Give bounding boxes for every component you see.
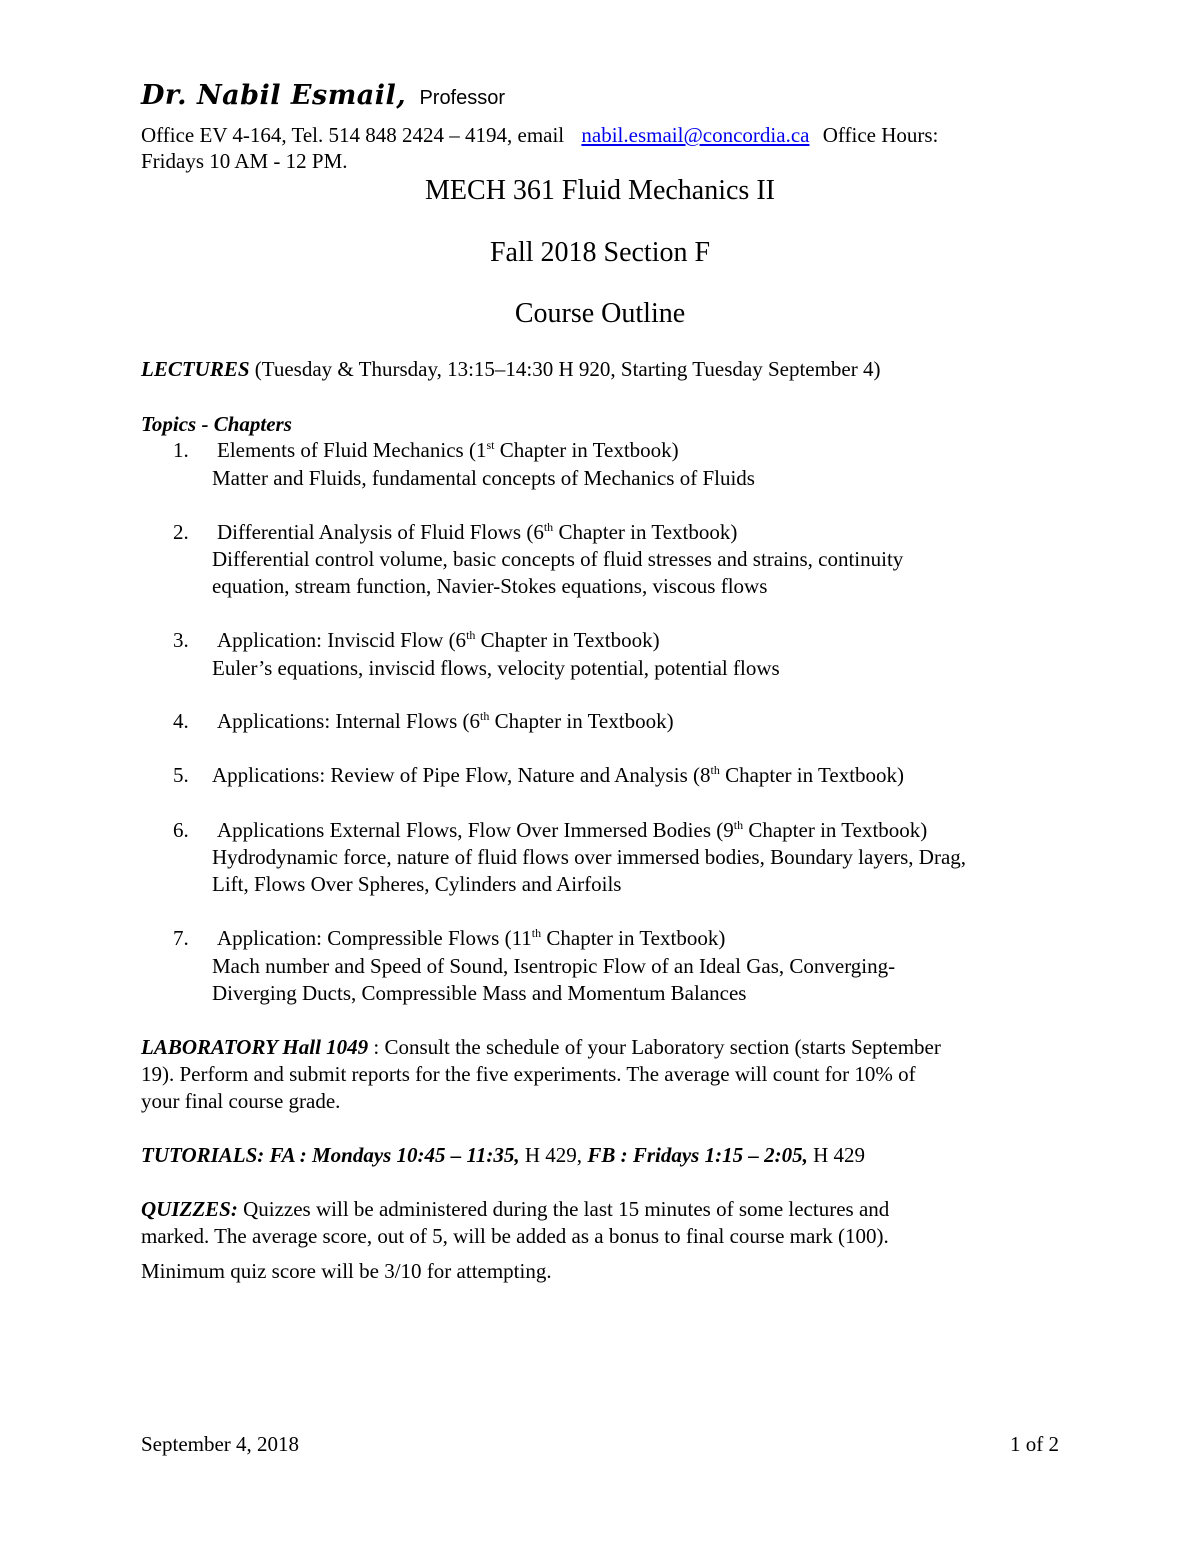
topic-title: Application: Inviscid Flow (6 [217,628,467,652]
laboratory-text: 19). Perform and submit reports for the five experiments. The average will count for 10% of [141,1062,916,1086]
topic-superscript: th [733,818,744,832]
footer-page-number: 1 of 2 [1010,1432,1059,1456]
laboratory-text: your final course grade. [141,1089,341,1113]
topic-superscript: th [543,520,554,534]
quizzes-text: Quizzes will be administered during the last 15 minutes of some lectures and [237,1197,890,1221]
office-info: Office EV 4-164, Tel. 514 848 2424 – 4194, email [141,123,565,147]
office-hours-label: Office Hours: [822,123,939,147]
topic-item [173,709,674,734]
topic-title-end: Chapter in Textbook) [475,628,660,652]
topic-item [173,438,679,463]
quizzes-line [141,1197,889,1222]
topic-number: 5. [173,763,189,787]
topic-title-end: Chapter in Textbook) [489,709,674,733]
topic-item [173,818,927,843]
course-title: MECH 361 Fluid Mechanics II [425,175,775,206]
topic-title: Application: Compressible Flows (11 [217,926,532,950]
topic-title-end: Chapter in Textbook) [719,763,905,787]
topic-superscript: th [710,763,720,777]
laboratory-label: LABORATORY Hall 1049 [141,1035,369,1059]
professor-title: Professor [419,87,506,109]
topic-description: Euler’s equations, inviscid flows, velocity potential, potential flows [212,656,780,680]
topic-number: 2. [173,520,189,544]
topic-number: 1. [173,438,189,462]
topic-title-end: Chapter in Textbook) [743,818,928,842]
topic-item [173,628,660,653]
footer-date: September 4, 2018 [141,1432,300,1456]
topic-description: Mach number and Speed of Sound, Isentropic Flow of an Ideal Gas, Converging- [212,954,896,978]
tutorials-line [141,1143,865,1168]
topic-description: Differential control volume, basic concepts of fluid stresses and strains, continuity [212,547,904,571]
topic-number: 4. [173,709,189,733]
topic-description: Diverging Ducts, Compressible Mass and Momentum Balances [212,981,747,1005]
topics-heading: Topics - Chapters [141,412,292,436]
quizzes-text: marked. The average score, out of 5, will be added as a bonus to final course mark (100). [141,1224,889,1248]
office-hours-value: Fridays 10 AM - 12 PM. [141,149,348,173]
topic-superscript: st [486,438,495,452]
tutorials-room: H 429 [807,1143,865,1167]
topic-title: Applications External Flows, Flow Over Immersed Bodies (9 [217,818,734,842]
lectures-label: LECTURES [141,357,250,381]
topic-superscript: th [480,709,490,723]
office-line [141,123,938,148]
quizzes-text: Minimum quiz score will be 3/10 for attempting. [141,1259,552,1283]
topic-number: 6. [173,818,189,842]
topic-superscript: th [466,628,476,642]
topic-description: Lift, Flows Over Spheres, Cylinders and Airfoils [212,872,622,896]
topic-description: Hydrodynamic force, nature of fluid flows over immersed bodies, Boundary layers, Drag, [212,845,967,869]
topic-item [173,520,737,545]
topic-title: Elements of Fluid Mechanics (1 [217,438,487,462]
topic-number: 3. [173,628,189,652]
term-title: Fall 2018 Section F [489,237,711,268]
topic-title-end: Chapter in Textbook) [494,438,679,462]
topic-item [173,763,904,788]
tutorials-label: TUTORIALS: FA : Mondays 10:45 – 11:35, [141,1143,520,1167]
topic-number: 7. [173,926,189,950]
header-name-line [141,80,505,111]
quizzes-label: QUIZZES: [141,1197,238,1221]
topic-title: Applications: Review of Pipe Flow, Nature and Analysis (8 [212,763,711,787]
tutorials-fb: FB : Fridays 1:15 – 2:05, [587,1143,808,1167]
topic-superscript: th [531,926,542,940]
lectures-details: (Tuesday & Thursday, 13:15–14:30 H 920, Starting Tuesday September 4) [249,357,881,381]
professor-name: Dr. Nabil Esmail, [141,80,407,111]
topic-description: Matter and Fluids, fundamental concepts of Mechanics of Fluids [212,466,755,490]
topic-title-end: Chapter in Textbook) [541,926,726,950]
topic-item [173,926,725,951]
laboratory-text: : Consult the schedule of your Laboratory section (starts September [368,1035,941,1059]
topic-description: equation, stream function, Navier-Stokes equations, viscous flows [212,574,768,598]
laboratory-line [141,1035,941,1060]
topic-title: Applications: Internal Flows (6 [217,709,481,733]
topic-title-end: Chapter in Textbook) [553,520,738,544]
email-link[interactable]: nabil.esmail@concordia.ca [581,123,810,147]
doc-title: Course Outline [514,298,686,329]
lectures-line [141,357,881,382]
tutorials-room: H 429, [519,1143,588,1167]
topic-title: Differential Analysis of Fluid Flows (6 [217,520,544,544]
